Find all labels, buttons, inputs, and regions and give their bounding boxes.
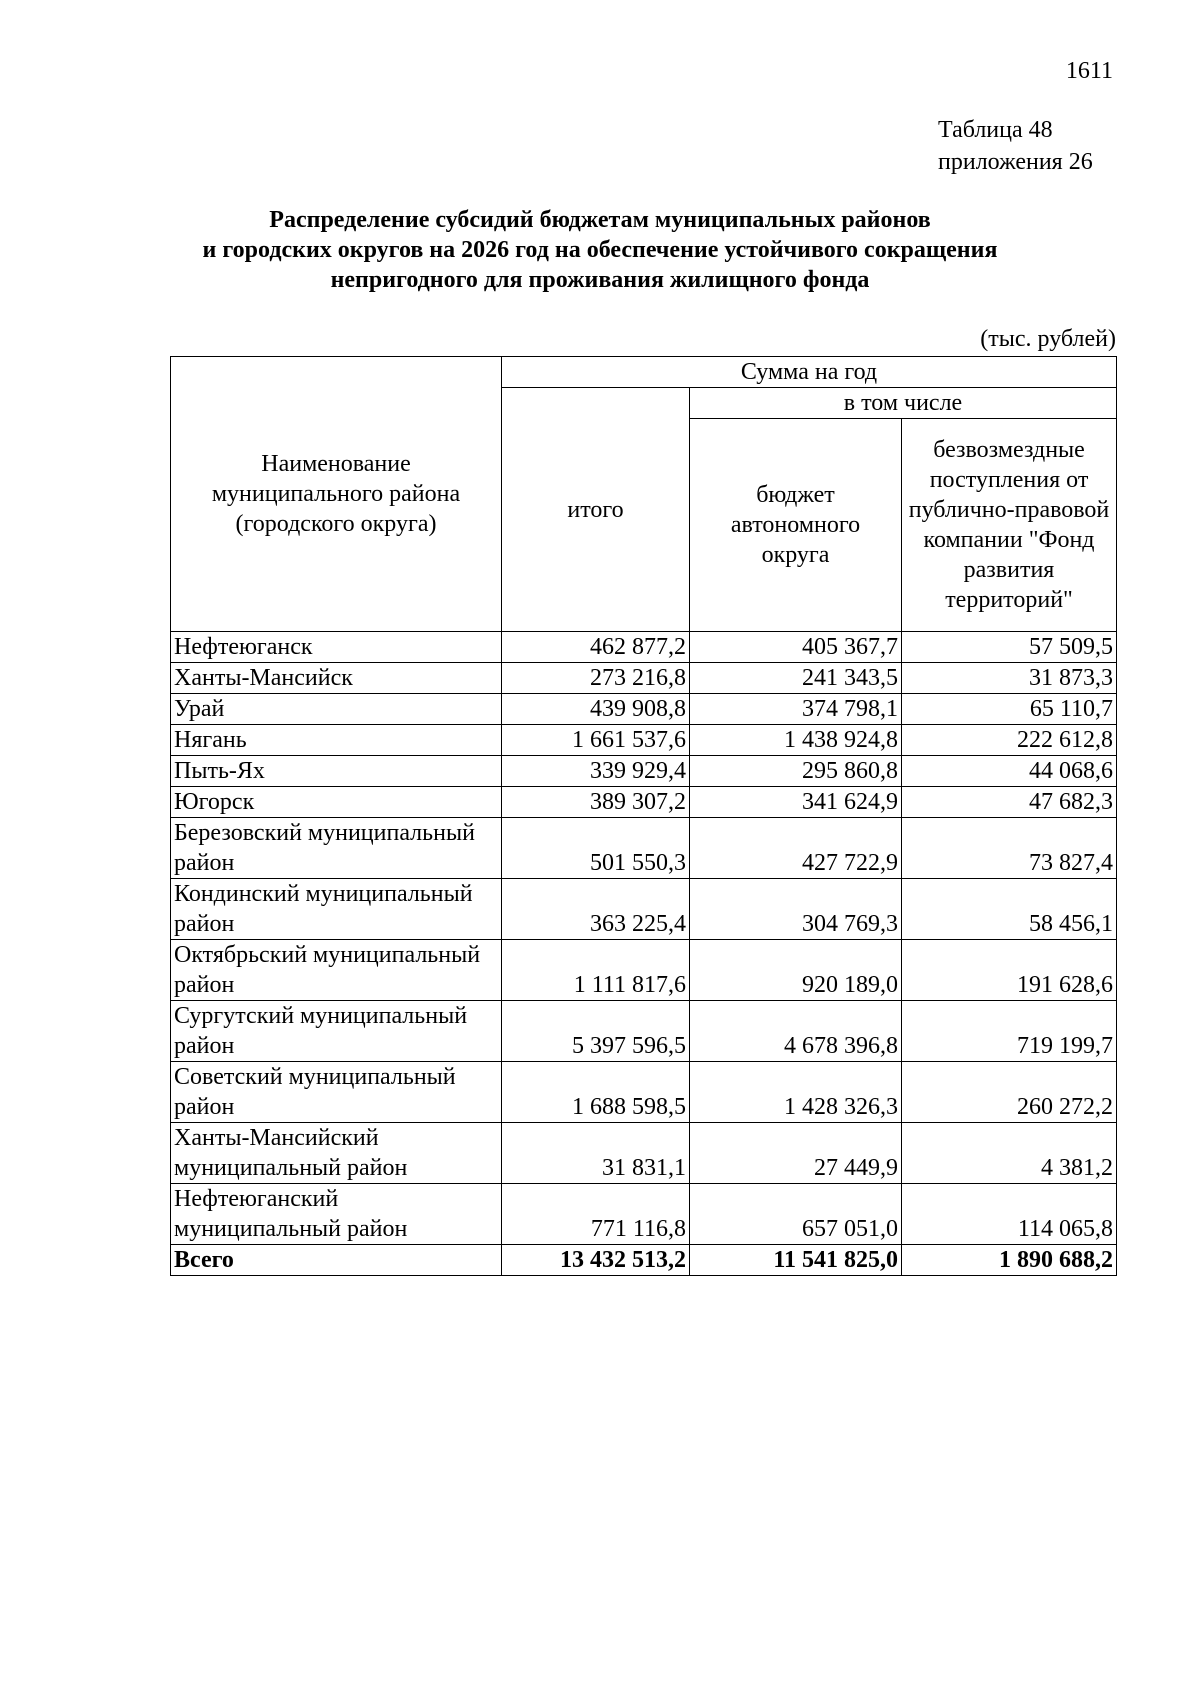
row-budget: 920 189,0 (690, 940, 902, 1001)
table-row (171, 1001, 1117, 1062)
title-line-1: Распределение субсидий бюджетам муниципальных районов (269, 207, 931, 233)
units-label: (тыс. рублей) (980, 326, 1116, 352)
row-name: Нефтеюганский муниципальный район (171, 1184, 502, 1245)
row-name: Ханты-Мансийский муниципальный район (171, 1123, 502, 1184)
table-row (171, 694, 1117, 725)
header-name: Наименование муниципального района (городского округа) (171, 357, 502, 632)
row-budget: 241 343,5 (690, 663, 902, 694)
row-total: 5 397 596,5 (502, 1001, 690, 1062)
row-total: 389 307,2 (502, 787, 690, 818)
row-name: Кондинский муниципальный район (171, 879, 502, 940)
row-name: Ханты-Мансийск (171, 663, 502, 694)
row-name: Пыть-Ях (171, 756, 502, 787)
total-grant: 1 890 688,2 (902, 1245, 1117, 1276)
total-row (171, 1245, 1117, 1276)
row-total: 1 111 817,6 (502, 940, 690, 1001)
header-total: итого (502, 388, 690, 632)
row-budget: 341 624,9 (690, 787, 902, 818)
header-budget: бюджет автономного округа (690, 419, 902, 632)
table-row (171, 1062, 1117, 1123)
row-budget: 657 051,0 (690, 1184, 902, 1245)
row-grant: 73 827,4 (902, 818, 1117, 879)
row-budget: 427 722,9 (690, 818, 902, 879)
table-reference (938, 114, 1113, 178)
row-total: 31 831,1 (502, 1123, 690, 1184)
row-budget: 1 428 326,3 (690, 1062, 902, 1123)
table-row (171, 940, 1117, 1001)
table-row (171, 879, 1117, 940)
table-row (171, 725, 1117, 756)
header-grant: безвозмездные поступления от публично-правовой компании "Фонд развития территорий" (902, 419, 1117, 632)
row-total: 363 225,4 (502, 879, 690, 940)
row-name: Октябрьский муниципальный район (171, 940, 502, 1001)
page-number: 1611 (1065, 58, 1113, 84)
row-total: 273 216,8 (502, 663, 690, 694)
table-row (171, 632, 1117, 663)
row-total: 1 688 598,5 (502, 1062, 690, 1123)
subsidy-table (170, 356, 1117, 1276)
row-grant: 57 509,5 (902, 632, 1117, 663)
title-line-3: непригодного для проживания жилищного фонда (330, 267, 870, 293)
row-grant: 58 456,1 (902, 879, 1117, 940)
row-grant: 4 381,2 (902, 1123, 1117, 1184)
document-title (0, 205, 1200, 295)
row-grant: 191 628,6 (902, 940, 1117, 1001)
row-name: Сургутский муниципальный район (171, 1001, 502, 1062)
row-grant: 65 110,7 (902, 694, 1117, 725)
title-line-2: и городских округов на 2026 год на обеспечение устойчивого сокращения (202, 237, 998, 263)
table-row (171, 787, 1117, 818)
total-budget: 11 541 825,0 (690, 1245, 902, 1276)
row-total: 339 929,4 (502, 756, 690, 787)
row-name: Нефтеюганск (171, 632, 502, 663)
row-name: Нягань (171, 725, 502, 756)
table-body (171, 632, 1117, 1245)
table-row (171, 663, 1117, 694)
row-grant: 114 065,8 (902, 1184, 1117, 1245)
row-total: 501 550,3 (502, 818, 690, 879)
row-total: 1 661 537,6 (502, 725, 690, 756)
total-label: Всего (171, 1245, 502, 1276)
row-grant: 31 873,3 (902, 663, 1117, 694)
total-sum: 13 432 513,2 (502, 1245, 690, 1276)
row-name: Березовский муниципальный район (171, 818, 502, 879)
row-total: 439 908,8 (502, 694, 690, 725)
row-budget: 1 438 924,8 (690, 725, 902, 756)
row-grant: 260 272,2 (902, 1062, 1117, 1123)
row-grant: 47 682,3 (902, 787, 1117, 818)
row-grant: 222 612,8 (902, 725, 1117, 756)
table-row (171, 756, 1117, 787)
row-name: Югорск (171, 787, 502, 818)
row-grant: 44 068,6 (902, 756, 1117, 787)
header-including: в том числе (690, 388, 1117, 419)
table-row (171, 818, 1117, 879)
table-ref-number: Таблица 48 (938, 117, 1053, 143)
table-ref-appendix: приложения 26 (938, 149, 1093, 175)
row-budget: 295 860,8 (690, 756, 902, 787)
row-budget: 27 449,9 (690, 1123, 902, 1184)
row-name: Урай (171, 694, 502, 725)
row-budget: 4 678 396,8 (690, 1001, 902, 1062)
row-grant: 719 199,7 (902, 1001, 1117, 1062)
row-budget: 374 798,1 (690, 694, 902, 725)
row-budget: 304 769,3 (690, 879, 902, 940)
row-total: 462 877,2 (502, 632, 690, 663)
row-total: 771 116,8 (502, 1184, 690, 1245)
header-sum-per-year: Сумма на год (502, 357, 1117, 388)
table-row (171, 1123, 1117, 1184)
row-name: Советский муниципальный район (171, 1062, 502, 1123)
row-budget: 405 367,7 (690, 632, 902, 663)
table-row (171, 1184, 1117, 1245)
